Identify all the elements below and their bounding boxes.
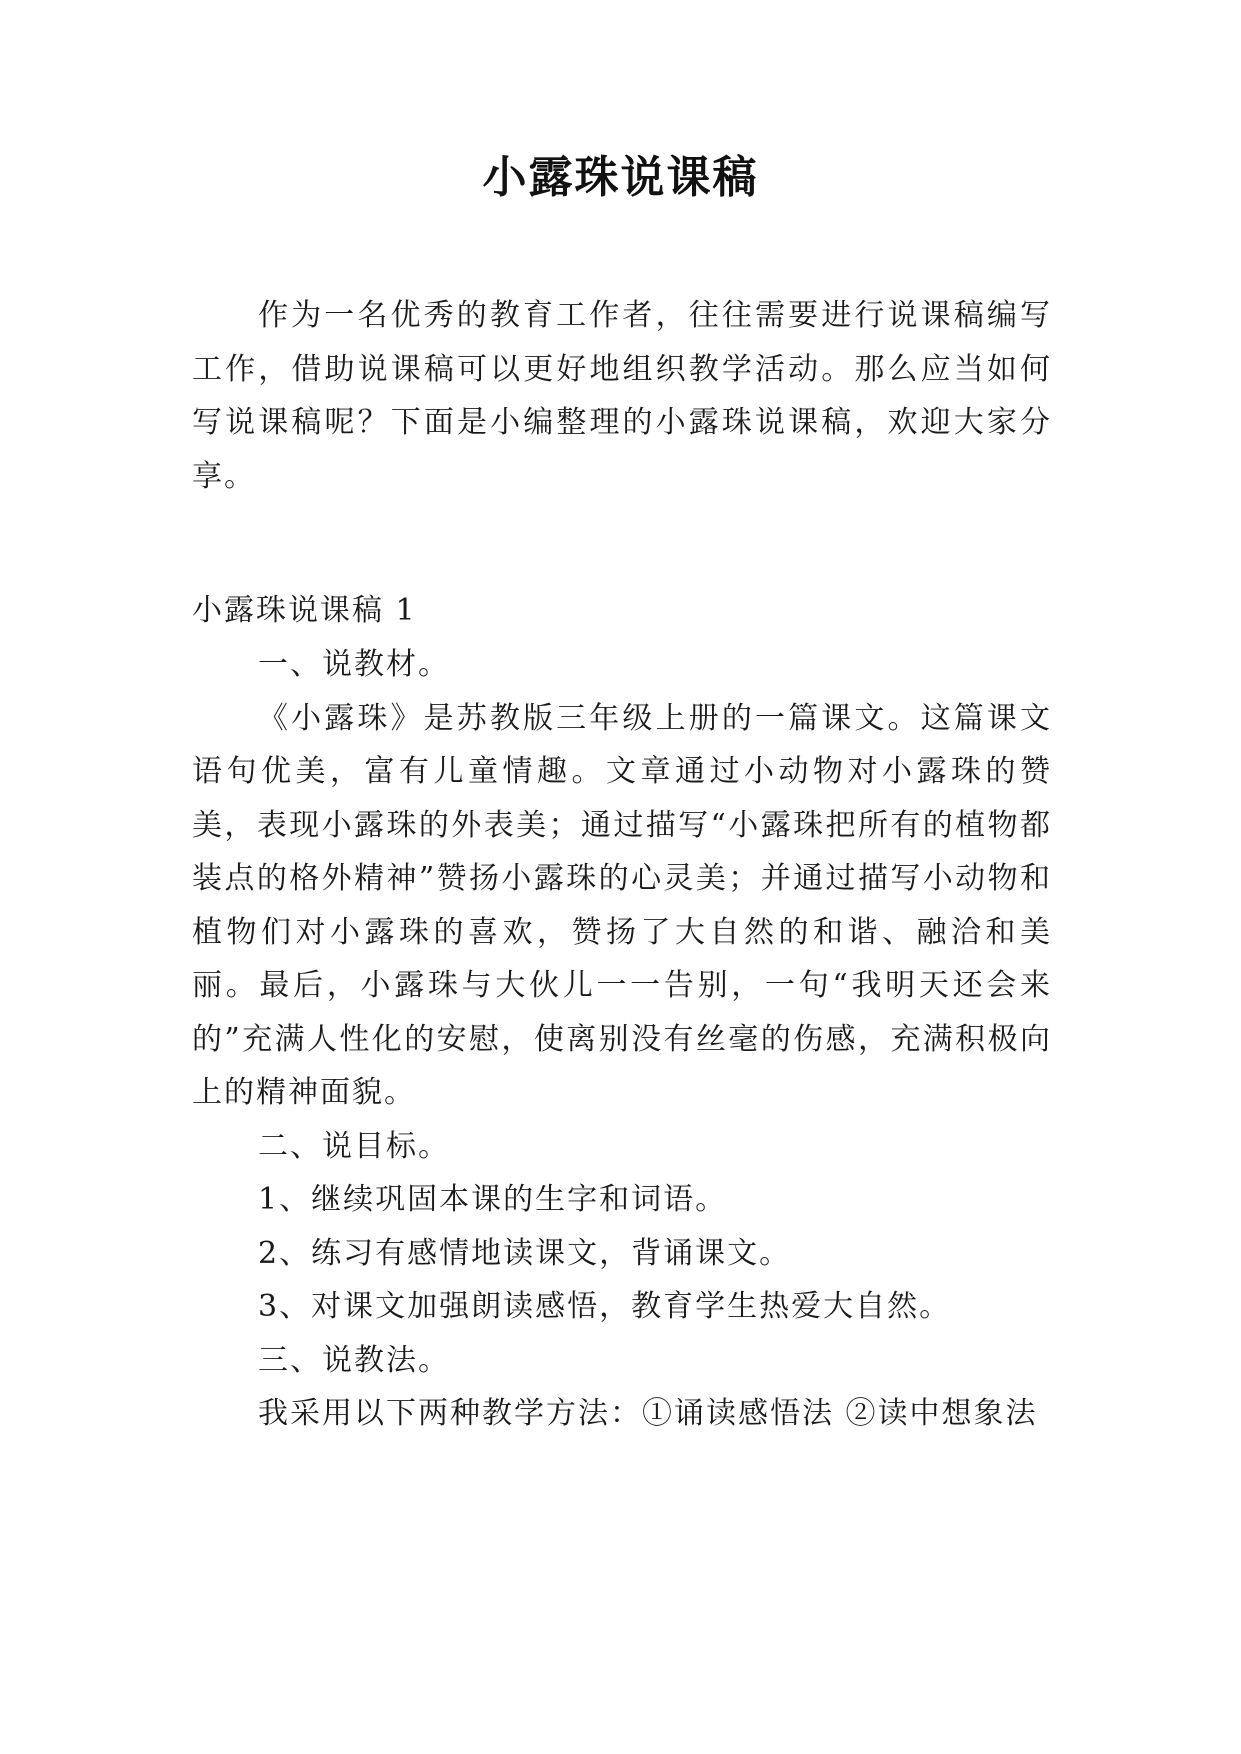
heading-objectives: 二、说目标。 (258, 1128, 450, 1164)
objective-item-2: 2、练习有感情地读课文，背诵课文。 (258, 1235, 792, 1271)
document-title: 小露珠说课稿 (482, 152, 759, 203)
paragraph-teaching-methods: 我采用以下两种教学方法：①诵读感悟法 ②读中想象法 (258, 1396, 1038, 1431)
paragraph-textbook-description: 《小露珠》是苏教版三年级上册的一篇课文。这篇课文语句优美，富有儿童情趣。文章通过小动物对小露珠的赞美，表现小露珠的外表美；通过描写“小露珠把所有的植物都装点的格外精神”赞扬小露珠的心灵美；并通过描写小动物和植物们对小露珠的喜欢，赞扬了大自然的和谐、融洽和美丽。最后，小露珠与大伙儿一一告别，一句“我明天还会来的”充满人性化的安慰，使离别没有丝毫的伤感，充满积极向上的精神面貌。 (192, 700, 1052, 1110)
heading-textbook: 一、说教材。 (258, 647, 450, 682)
section-content (192, 638, 1052, 1441)
intro-paragraph: 作为一名优秀的教育工作者，往往需要进行说课稿编写工作，借助说课稿可以更好地组织教学活动。那么应当如何写说课稿呢？下面是小编整理的小露珠说课稿，欢迎大家分享。 (192, 298, 1052, 494)
objective-item-3: 3、对课文加强朗读感悟，教育学生热爱大自然。 (258, 1289, 952, 1324)
heading-teaching-methods: 三、说教法。 (258, 1342, 450, 1378)
objective-item-1: 1、继续巩固本课的生字和词语。 (258, 1182, 728, 1217)
section-heading: 小露珠说课稿 1 (192, 593, 417, 628)
